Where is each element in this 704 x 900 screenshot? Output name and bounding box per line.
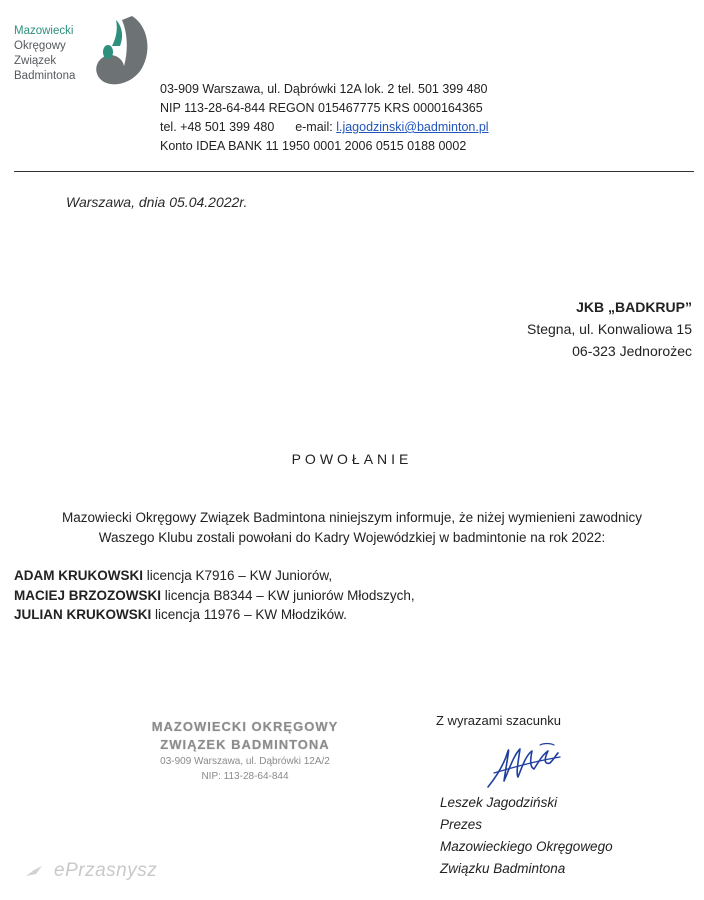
- stamp-line-3: 03-909 Warszawa, ul. Dąbrówki 12A/2: [160, 756, 330, 767]
- letterhead-phone: tel. +48 501 399 480: [160, 120, 275, 134]
- signer-name: Leszek Jagodziński: [440, 795, 558, 810]
- player-name: ADAM KRUKOWSKI: [14, 568, 143, 583]
- letterhead-registry: NIP 113-28-64-844 REGON 015467775 KRS 0000164365: [160, 101, 483, 115]
- logo-line-4: Badmintona: [14, 70, 76, 82]
- player-item: [14, 566, 415, 586]
- signer-org-line-2: Związku Badmintona: [440, 861, 566, 876]
- addressee-street: Stegna, ul. Konwaliowa 15: [527, 321, 692, 337]
- watermark-bird-icon: [24, 862, 44, 882]
- body-line-2: Waszego Klubu zostali powołani do Kadry Wojewódzkiej w badmintonie na rok 2022:: [98, 530, 606, 545]
- shuttlecock-logo-icon: [88, 12, 158, 90]
- closing-regards: Z wyrazami szacunku: [436, 713, 561, 728]
- players-list: [14, 566, 415, 625]
- signer-block: [440, 792, 613, 880]
- player-details: licencja B8344 – KW juniorów Młodszych,: [161, 587, 415, 603]
- player-item: [14, 586, 415, 606]
- email-link[interactable]: l.jagodzinski@badminton.pl: [336, 120, 489, 134]
- signer-role: Prezes: [440, 817, 483, 832]
- body-line-1: Mazowiecki Okręgowy Związek Badmintona niniejszym informuje, że niżej wymienieni zawodnicy: [62, 510, 642, 525]
- player-name: MACIEJ BRZOZOWSKI: [14, 587, 161, 603]
- stamp-line-2: ZWIĄZEK BADMINTONA: [160, 737, 330, 752]
- letterhead-email-label: e-mail:: [295, 120, 333, 134]
- watermark-text: ePrzasnysz: [54, 860, 158, 881]
- organization-stamp: [140, 718, 350, 784]
- logo-line-1: Mazowiecki: [14, 25, 74, 37]
- addressee-city: 06-323 Jednorożec: [572, 343, 692, 359]
- player-details: licencja 11976 – KW Młodzików.: [151, 607, 347, 622]
- stamp-line-1: MAZOWIECKI OKRĘGOWY: [151, 719, 339, 734]
- letterhead: [160, 80, 489, 156]
- player-name: JULIAN KRUKOWSKI: [14, 607, 152, 622]
- addressee-block: [527, 296, 692, 362]
- letterhead-bank: Konto IDEA BANK 11 1950 0001 2006 0515 0188 0002: [160, 139, 467, 153]
- stamp-line-4: NIP: 113-28-64-844: [201, 771, 289, 782]
- handwritten-signature: [484, 737, 564, 792]
- logo-line-3: Związek: [14, 55, 57, 67]
- document-title: POWOŁANIE: [291, 451, 413, 467]
- logo-text: [14, 24, 75, 84]
- signer-org-line-1: Mazowieckiego Okręgowego: [440, 839, 613, 854]
- header-divider: [14, 171, 694, 172]
- logo-line-2: Okręgowy: [14, 40, 66, 52]
- player-details: licencja K7916 – KW Juniorów,: [143, 568, 333, 583]
- letter-date: Warszawa, dnia 05.04.2022r.: [66, 194, 248, 210]
- letterhead-contact: [160, 118, 489, 137]
- body-paragraph: [14, 508, 690, 548]
- letterhead-address: 03-909 Warszawa, ul. Dąbrówki 12A lok. 2 tel. 501 399 480: [160, 82, 488, 96]
- player-item: [14, 605, 415, 625]
- addressee-club: JKB „BADKRUP”: [576, 299, 692, 315]
